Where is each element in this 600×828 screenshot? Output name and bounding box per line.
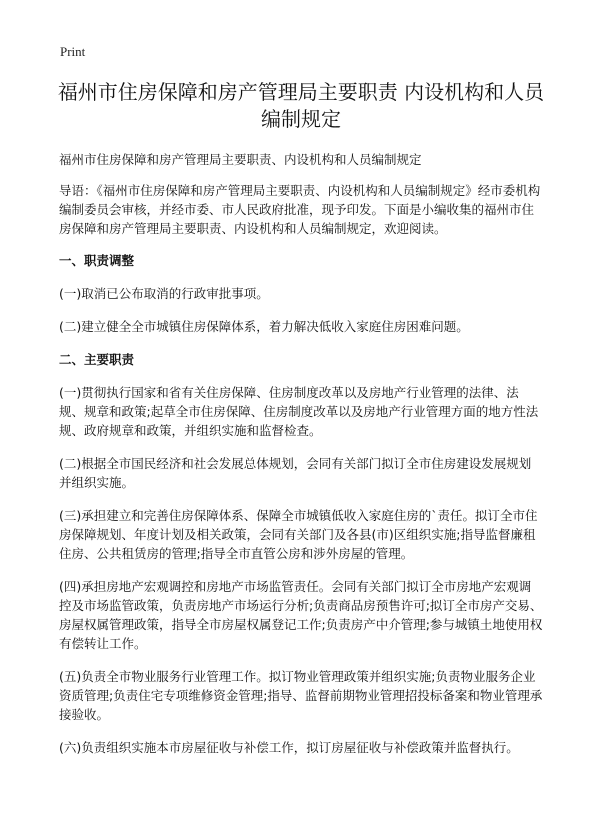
main-duty-item: (六)负责组织实施本市房屋征收与补偿工作，拟订房屋征收与补偿政策并监督执行。 bbox=[59, 740, 519, 755]
main-duty-item: (五)负责全市物业服务行业管理工作。拟订物业管理政策并组织实施;负责物业服务企业资质管理;负责住宅专项维修资金管理;指导、监督前期物业管理招投标备案和物业管理承接验收。 bbox=[59, 669, 543, 722]
section-heading-main-duties: 二、主要职责 bbox=[59, 352, 135, 367]
main-duty-item: (四)承担房地产宏观调控和房地产市场监管责任。会同有关部门拟订全市房地产宏观调控及市场监管政策，负责房地产市场运行分析;负责商品房预售许可;拟订全市房产交易、房屋权属管理政策，指导全市房屋权属登记工作;负责房产中介管理;参与城镇土地使用权有偿转让工作。 bbox=[59, 579, 543, 651]
article-subtitle: 福州市住房保障和房产管理局主要职责、内设机构和人员编制规定 bbox=[59, 152, 422, 167]
main-duty-item: (二)根据全市国民经济和社会发展总体规划，会同有关部门拟订全市住房建设发展规划并组织实施。 bbox=[59, 456, 532, 490]
duty-adjustment-item: (一)取消已公布取消的行政审批事项。 bbox=[59, 286, 269, 301]
page-title: 福州市住房保障和房产管理局主要职责 内设机构和人员编制规定 bbox=[57, 80, 545, 131]
article-intro: 导语：《福州市住房保障和房产管理局主要职责、内设机构和人员编制规定》经市委机构编制委员会审核，并经市委、市人民政府批准，现予印发。下面是小编收集的福州市住房保障和房产管理局主要职责、内设机构和人员编制规定，欢迎阅读。 bbox=[59, 183, 541, 236]
print-link[interactable]: Print bbox=[60, 44, 86, 59]
main-duty-item: (一)贯彻执行国家和省有关住房保障、住房制度改革以及房地产行业管理的法律、法规、规章和政策;起草全市住房保障、住房制度改革以及房地产行业管理方面的地方性法规、政府规章和政策，并组织实施和监督检查。 bbox=[59, 385, 539, 438]
article-body bbox=[59, 150, 543, 757]
duty-adjustment-item: (二)建立健全全市城镇住房保障体系，着力解决低收入家庭住房困难问题。 bbox=[59, 319, 469, 334]
section-heading-duty-adjustment: 一、职责调整 bbox=[59, 253, 135, 268]
main-duty-item: (三)承担建立和完善住房保障体系、保障全市城镇低收入家庭住房的`责任。拟订全市住房保障规划、年度计划及相关政策，会同有关部门及各县(市)区组织实施;指导监督廉租住房、公共租赁房的管理;指导全市直管公房和涉外房屋的管理。 bbox=[59, 508, 538, 561]
